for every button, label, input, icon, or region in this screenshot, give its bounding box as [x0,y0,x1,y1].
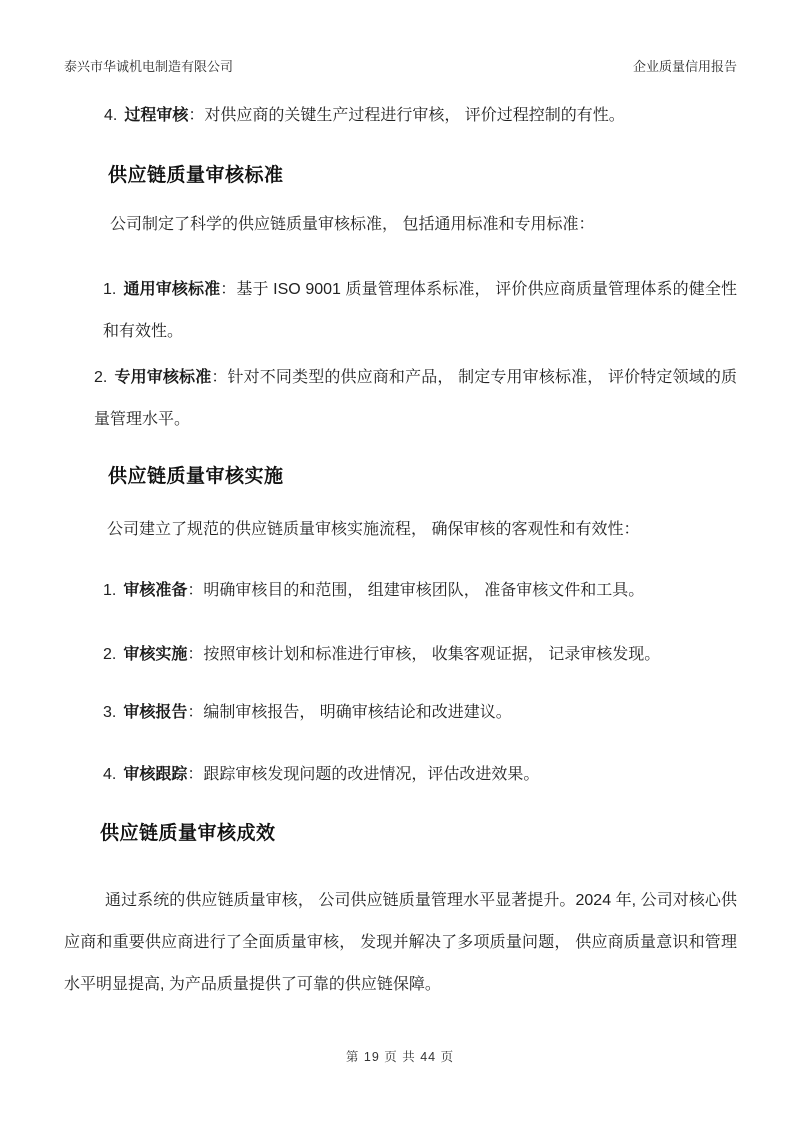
section-intro: 公司建立了规范的供应链质量审核实施流程， 确保审核的客观性和有效性： [107,521,640,538]
item-text: ：编制审核报告， 明确审核结论和改进建议。 [187,704,512,721]
list-item-audit-report [103,692,743,734]
item-text: ：针对不同类型的供应商和产品， 制定专用审核标准， 评价特定领域的质量管理水平。 [94,369,737,428]
section-intro: 公司制定了科学的供应链质量审核标准， 包括通用标准和专用标准： [110,216,595,233]
item-number: 2. [103,646,117,663]
item-label: 审核报告 [123,704,188,721]
section-title-audit-results: 供应链质量审核成效 [100,823,276,844]
item-number: 1. [103,281,117,298]
section-paragraph-results: 通过系统的供应链质量审核， 公司供应链质量管理水平显著提升。2024 年, 公司对核心供应商和重要供应商进行了全面质量审核， 发现并解决了多项质量问题， 供应商质量意识和管理水平明显提高, 为产品质量提供了可靠的供应链保障。 [64,892,737,993]
section-title-audit-implementation: 供应链质量审核实施 [108,466,284,487]
item-text: ：基于 ISO 9001 质量管理体系标准， 评价供应商质量管理体系的健全性和有效性。 [103,281,737,340]
item-text: ：明确审核目的和范围， 组建审核团队， 准备审核文件和工具。 [187,582,645,599]
page-header [64,58,737,76]
header-report-title: 企业质量信用报告 [632,59,737,74]
section-title-audit-standards: 供应链质量审核标准 [108,165,284,186]
item-text: ：对供应商的关键生产过程进行审核， 评价过程控制的有性。 [188,107,625,124]
item-label: 审核准备 [123,582,188,599]
item-number: 3. [103,704,117,721]
header-company-name: 泰兴市华诚机电制造有限公司 [64,59,234,74]
list-item-audit-tracking [103,754,743,796]
item-label: 过程审核 [124,107,189,124]
item-label: 通用审核标准 [123,281,221,298]
page-footer [0,1048,800,1066]
item-label: 专用审核标准 [114,369,212,386]
list-item-process-audit [104,95,738,137]
list-item-audit-preparation [103,570,743,612]
item-label: 审核跟踪 [123,766,188,783]
page-number: 第 19 页 共 44 页 [345,1050,455,1064]
item-label: 审核实施 [123,646,188,663]
item-number: 2. [94,369,108,386]
list-item-special-standard [94,357,737,441]
item-text: ：跟踪审核发现问题的改进情况，评估改进效果。 [187,766,540,783]
item-number: 4. [103,766,117,783]
item-number: 1. [103,582,117,599]
list-item-audit-execution [103,634,743,676]
item-number: 4. [104,107,118,124]
item-text: ：按照审核计划和标准进行审核， 收集客观证据， 记录审核发现。 [187,646,661,663]
list-item-general-standard [103,269,737,353]
